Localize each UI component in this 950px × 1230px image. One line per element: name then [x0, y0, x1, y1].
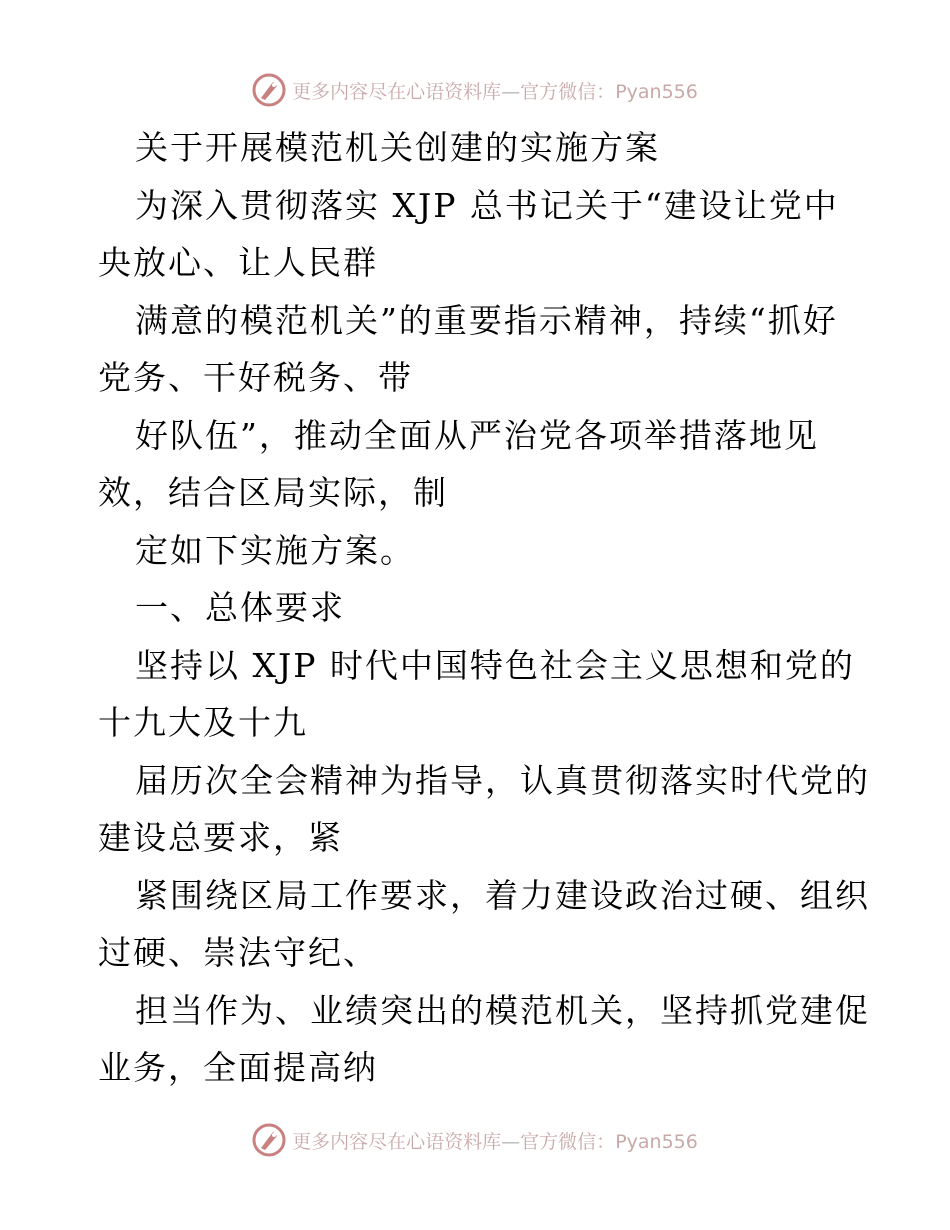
document-title: 关于开展模范机关创建的实施方案 [135, 128, 660, 167]
watermark-id: Pyan556 [615, 80, 698, 103]
footer-watermark [0, 1120, 950, 1160]
paragraph-line: 十九大及十九 [98, 703, 308, 742]
paragraph-line: 央放心、让人民群 [98, 243, 378, 282]
paragraph-line: 紧围绕区局工作要求，着力建设政治过硬、组织 [135, 876, 870, 915]
watermark-text [292, 1127, 698, 1154]
watermark-main: 更多内容尽在心语资料库 [292, 80, 502, 103]
watermark-account: 官方微信： [520, 1130, 616, 1153]
paragraph-line: 好队伍”，推动全面从严治党各项举措落地见 [135, 416, 819, 455]
paragraph-line: 党务、干好税务、带 [98, 358, 413, 397]
paragraph-line: 为深入贯彻落实 XJP 总书记关于“建设让党中 [135, 186, 839, 225]
paragraph-line: 效，结合区局实际，制 [98, 473, 448, 512]
watermark-id: Pyan556 [615, 1130, 698, 1153]
watermark-separator: — [501, 1130, 521, 1153]
paragraph-line: 担当作为、业绩突出的模范机关，坚持抓党建促 [135, 991, 870, 1030]
paragraph-line: 定如下实施方案。 [135, 531, 415, 570]
paragraph-line: 坚持以 XJP 时代中国特色社会主义思想和党的 [135, 646, 855, 685]
pen-nib-circle-icon [252, 1123, 286, 1157]
watermark-main: 更多内容尽在心语资料库 [292, 1130, 502, 1153]
paragraph-line: 满意的模范机关”的重要指示精神，持续“抓好 [135, 301, 838, 340]
paragraph-line: 建设总要求，紧 [98, 818, 343, 857]
paragraph-line: 业务，全面提高纳 [98, 1048, 378, 1087]
watermark-account: 官方微信： [520, 80, 616, 103]
section-heading: 一、总体要求 [135, 588, 345, 627]
paragraph-line: 届历次全会精神为指导，认真贯彻落实时代党的 [135, 761, 870, 800]
watermark-separator: — [501, 80, 521, 103]
paragraph-line: 过硬、崇法守纪、 [98, 933, 378, 972]
